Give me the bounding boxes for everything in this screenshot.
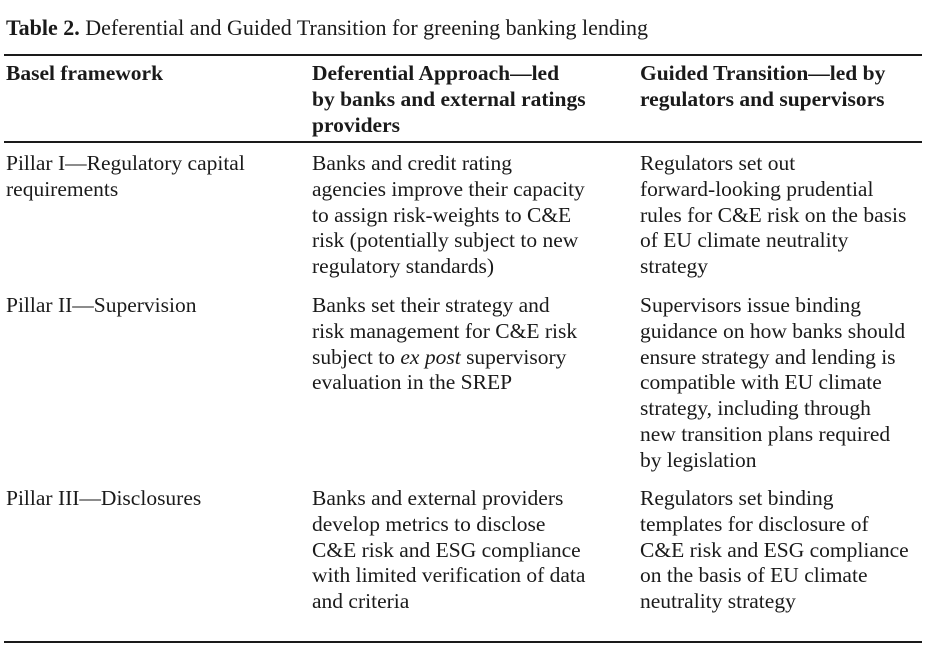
header-line: Deferential Approach—led <box>312 61 560 85</box>
row-pillar-1-guided <box>640 151 925 280</box>
cell-line: evaluation in the SREP <box>312 370 513 395</box>
table-number: Table 2. <box>6 15 80 40</box>
header-rule <box>4 141 922 143</box>
table-title: Deferential and Guided Transition for greening banking lending <box>85 15 648 40</box>
cell-line: rules for C&E risk on the basis <box>640 202 907 227</box>
cell-text: subject to <box>312 344 401 369</box>
cell-line: Pillar III—Disclosures <box>6 486 202 510</box>
row-pillar-1-label <box>6 151 296 203</box>
cell-line: guidance on how banks should <box>640 318 906 343</box>
header-guided-transition <box>640 61 925 113</box>
row-pillar-3-guided <box>640 486 925 615</box>
top-rule <box>4 54 922 56</box>
cell-line: on the basis of EU climate <box>640 563 868 588</box>
row-pillar-3-deferential <box>312 486 617 615</box>
cell-line: with limited verification of data <box>312 563 586 588</box>
row-pillar-2-label <box>6 293 296 319</box>
cell-line: of EU climate neutrality <box>640 228 849 253</box>
cell-line: strategy, including through <box>640 396 871 421</box>
cell-line: strategy <box>640 254 709 279</box>
cell-line: ensure strategy and lending is <box>640 344 896 369</box>
cell-line: requirements <box>6 176 119 201</box>
cell-line: Banks set their strategy and <box>312 293 550 317</box>
cell-line: new transition plans required <box>640 421 891 446</box>
cell-line: templates for disclosure of <box>640 511 869 536</box>
cell-line: to assign risk-weights to C&E <box>312 202 572 227</box>
header-line: regulators and supervisors <box>640 86 885 111</box>
cell-line: Banks and external providers <box>312 486 564 510</box>
cell-line: agencies improve their capacity <box>312 176 585 201</box>
cell-line: risk (potentially subject to new <box>312 228 579 253</box>
row-pillar-3-label <box>6 486 296 512</box>
row-pillar-2-guided <box>640 293 925 474</box>
cell-line <box>312 345 617 371</box>
cell-line: Banks and credit rating <box>312 151 513 175</box>
row-pillar-1-deferential <box>312 151 617 280</box>
row-pillar-2-deferential <box>312 293 617 396</box>
header-line: providers <box>312 112 400 137</box>
header-line: Guided Transition—led by <box>640 61 886 85</box>
cell-line: C&E risk and ESG compliance <box>312 537 581 562</box>
cell-line: forward-looking prudential <box>640 176 874 201</box>
cell-line: compatible with EU climate <box>640 370 882 395</box>
cell-line: regulatory standards) <box>312 254 495 279</box>
header-basel-framework <box>6 61 296 87</box>
cell-line: Pillar I—Regulatory capital <box>6 151 245 175</box>
table-caption <box>6 14 648 42</box>
italic-term: ex post <box>400 344 461 369</box>
cell-line: Supervisors issue binding <box>640 293 861 317</box>
cell-text: supervisory <box>460 344 567 369</box>
cell-line: and criteria <box>312 589 410 614</box>
cell-line: Regulators set binding <box>640 486 834 510</box>
cell-line: Regulators set out <box>640 151 796 175</box>
cell-line: Pillar II—Supervision <box>6 293 197 317</box>
header-line: Basel framework <box>6 61 164 85</box>
cell-line: C&E risk and ESG compliance <box>640 537 909 562</box>
cell-line: develop metrics to disclose <box>312 511 546 536</box>
header-deferential-approach <box>312 61 617 138</box>
cell-line: neutrality strategy <box>640 589 796 614</box>
header-line: by banks and external ratings <box>312 86 586 111</box>
cell-line: by legislation <box>640 447 757 472</box>
cell-line: risk management for C&E risk <box>312 318 578 343</box>
bottom-rule <box>4 641 922 643</box>
